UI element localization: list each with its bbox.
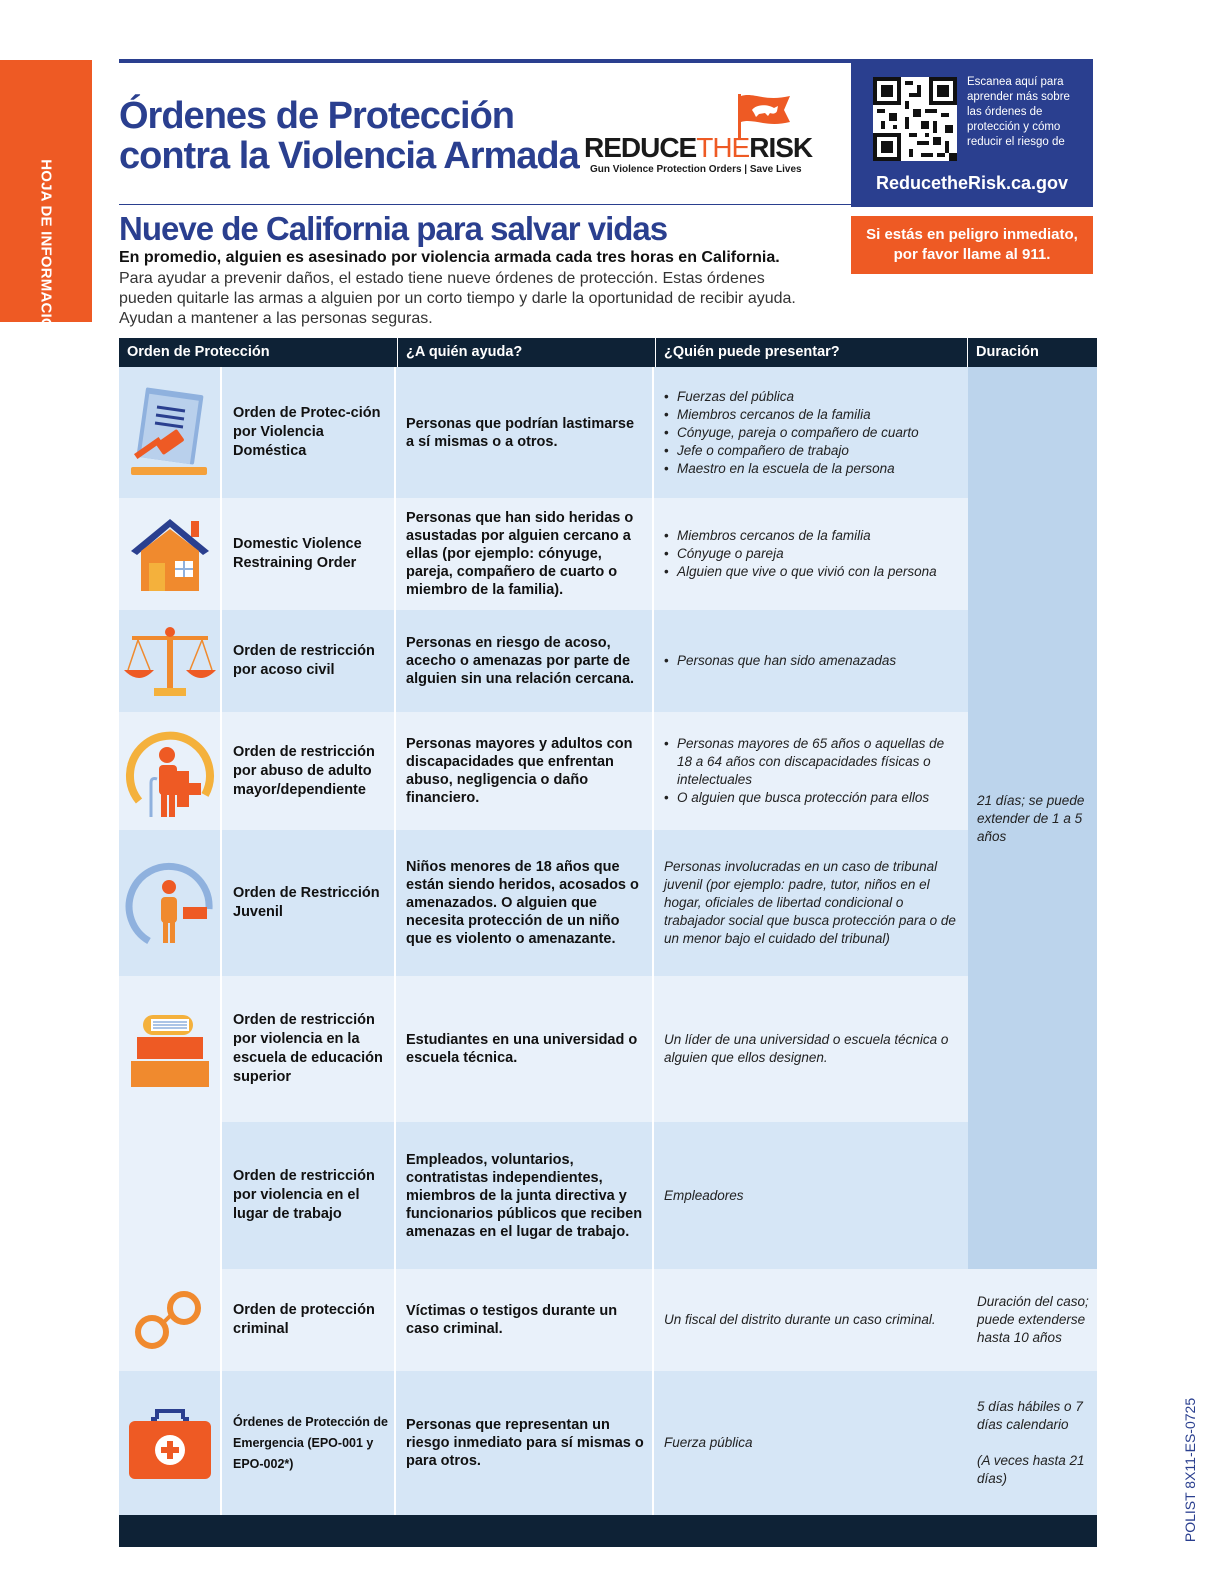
who-item: • O alguien que busca protección para ellos bbox=[664, 789, 958, 807]
header-order: Orden de Protección bbox=[119, 338, 398, 367]
order-name: Orden de Restricción Juvenil bbox=[223, 830, 396, 976]
table-row bbox=[119, 1269, 968, 1371]
table-row bbox=[119, 498, 968, 610]
title-line-2: contra la Violencia Armada bbox=[119, 135, 579, 177]
lead-statement: En promedio, alguien es asesinado por violencia armada cada tres horas en California. bbox=[119, 249, 780, 266]
order-helps: Personas en riesgo de acoso, acecho o amenazas por parte de alguien sin una relación cercana. bbox=[398, 610, 654, 712]
order-who: Empleadores bbox=[664, 1187, 744, 1203]
table-header bbox=[119, 338, 1097, 367]
title-line-1: Órdenes de Protección bbox=[119, 95, 515, 137]
order-helps: Estudiantes en una universidad o escuela técnica. bbox=[398, 976, 654, 1122]
empty-icon-cell bbox=[119, 1122, 222, 1269]
order-helps: Personas que han sido heridas o asustadas por alguien cercano a ellas (por ejemplo: cónyuge, pareja, compañero de cuarto o miembro de la familia). bbox=[398, 498, 654, 610]
order-name: Orden de restricción por abuso de adulto mayor/dependiente bbox=[223, 712, 396, 830]
order-name: Domestic Violence Restraining Order bbox=[223, 498, 396, 610]
order-who: Un fiscal del distrito durante un caso criminal. bbox=[664, 1312, 936, 1327]
who-item: • Maestro en la escuela de la persona bbox=[664, 460, 919, 478]
elder-person-icon bbox=[125, 721, 215, 821]
emergency-line-2: por favor llame al 911. bbox=[893, 246, 1051, 263]
books-icon bbox=[127, 1009, 213, 1089]
logo-wordmark: REDUCETHERISK bbox=[584, 132, 813, 163]
duration-note: (A veces hasta 21 días) bbox=[977, 1453, 1085, 1486]
emergency-line-1: Si estás en peligro inmediato, bbox=[866, 226, 1078, 243]
reduce-the-risk-logo bbox=[584, 92, 824, 182]
order-who bbox=[656, 498, 968, 610]
who-item: • Alguien que vive o que vivió con la persona bbox=[664, 563, 937, 581]
header-duration: Duración bbox=[976, 344, 1039, 360]
order-who: Un líder de una universidad o escuela técnica o alguien que ellos designen. bbox=[664, 1032, 949, 1065]
who-item: • Personas que han sido amenazadas bbox=[664, 652, 896, 670]
duration-text: 5 días hábiles o 7 días calendario bbox=[977, 1399, 1083, 1432]
side-tab bbox=[0, 60, 92, 341]
who-item: • Jefe o compañero de trabajo bbox=[664, 442, 919, 460]
emergency-callout bbox=[851, 216, 1093, 274]
who-item: • Cónyuge o pareja bbox=[664, 545, 937, 563]
order-who bbox=[656, 367, 968, 498]
who-item: • Fuerzas del pública bbox=[664, 388, 919, 406]
qr-instructions: Escanea aquí para aprender más sobre las órdenes de protección y cómo reducir el riesgo de bbox=[967, 76, 1070, 148]
table-row bbox=[119, 367, 968, 498]
order-name: Orden de protección criminal bbox=[223, 1269, 396, 1371]
order-helps: Personas que representan un riesgo inmediato para sí mismas o para otros. bbox=[398, 1371, 654, 1515]
first-aid-kit-icon bbox=[125, 1403, 215, 1483]
who-item: • Miembros cercanos de la familia bbox=[664, 527, 937, 545]
table-row bbox=[119, 712, 968, 830]
order-helps: Empleados, voluntarios, contratistas independientes, miembros de la junta directiva y funcionarios públicos que reciben amenazas en el lugar de trabajo. bbox=[398, 1122, 654, 1269]
side-tab-label: HOJA DE INFORMACION bbox=[37, 159, 55, 341]
order-helps: Personas que podrían lastimarse a sí mismas o a otros. bbox=[398, 367, 654, 498]
header-helps: ¿A quién ayuda? bbox=[398, 338, 656, 367]
document-code: POLIST 8X11-ES-0725 bbox=[1182, 1397, 1198, 1543]
logo-tagline: Gun Violence Protection Orders | Save Lives bbox=[590, 164, 802, 175]
scales-icon bbox=[124, 624, 216, 698]
qr-panel bbox=[851, 61, 1093, 207]
order-who: Personas involucradas en un caso de tribunal juvenil (por ejemplo: padre, tutor, niños en el hogar, oficiales de libertad condicional o trabajador social que busca protección para o de un menor bajo el cuidado del tribunal) bbox=[664, 859, 956, 946]
order-helps: Personas mayores y adultos con discapacidades que enfrentan abuso, negligencia o daño financiero. bbox=[398, 712, 654, 830]
table-row bbox=[119, 610, 968, 712]
qr-code-icon[interactable] bbox=[873, 77, 957, 161]
order-helps: Víctimas o testigos durante un caso criminal. bbox=[398, 1269, 654, 1371]
header-who: ¿Quién puede presentar? bbox=[656, 338, 968, 367]
youth-person-icon bbox=[125, 855, 215, 951]
table-row bbox=[119, 976, 968, 1122]
who-item: • Miembros cercanos de la familia bbox=[664, 406, 919, 424]
who-item: • Personas mayores de 65 años o aquellas de 18 a 64 años con discapacidades físicas o intelectuales bbox=[664, 735, 958, 789]
footer-bar bbox=[119, 1515, 1097, 1547]
house-icon bbox=[129, 515, 211, 593]
table-row bbox=[119, 1371, 968, 1515]
order-who bbox=[656, 712, 968, 830]
intro-paragraph: Para ayudar a prevenir daños, el estado tiene nueve órdenes de protección. Estas órdenes pueden quitarle las armas a alguien por un corto tiempo y darle la oportunidad de recibir ayuda. Ayudan a mantener a las personas seguras. bbox=[119, 270, 796, 327]
order-name: Orden de Protec-ción por Violencia Doméstica bbox=[223, 367, 396, 498]
order-helps: Niños menores de 18 años que están siendo heridos, acosados o amenazados. O alguien que necesita protección de un niño que es violento o amenazante. bbox=[398, 830, 654, 976]
order-name: Órdenes de Protección de Emergencia (EPO-001 y EPO-002*) bbox=[223, 1371, 396, 1515]
duration-cell bbox=[968, 1371, 1097, 1515]
website-link[interactable]: ReducetheRisk.ca.gov bbox=[875, 173, 1069, 193]
section-subtitle: Nueve de California para salvar vidas bbox=[119, 210, 668, 247]
handcuffs-icon bbox=[130, 1288, 210, 1352]
document-gavel-icon bbox=[127, 385, 213, 481]
table-row bbox=[119, 830, 968, 976]
page-title bbox=[119, 96, 589, 176]
title-divider bbox=[119, 204, 851, 205]
duration-merged-text: 21 días; se puede extender de 1 a 5 años bbox=[977, 793, 1085, 844]
order-name: Orden de restricción por acoso civil bbox=[223, 610, 396, 712]
order-name: Orden de restricción por violencia en la escuela de educación superior bbox=[223, 976, 396, 1122]
duration-merged-cell bbox=[968, 367, 1097, 1269]
duration-cell: Duración del caso; puede extenderse hasta 10 años bbox=[968, 1269, 1097, 1371]
order-name: Orden de restricción por violencia en el lugar de trabajo bbox=[223, 1122, 396, 1269]
who-item: • Cónyuge, pareja o compañero de cuarto bbox=[664, 424, 919, 442]
order-who: Fuerza pública bbox=[664, 1435, 753, 1450]
table-row bbox=[119, 1122, 968, 1269]
order-who bbox=[656, 610, 968, 712]
